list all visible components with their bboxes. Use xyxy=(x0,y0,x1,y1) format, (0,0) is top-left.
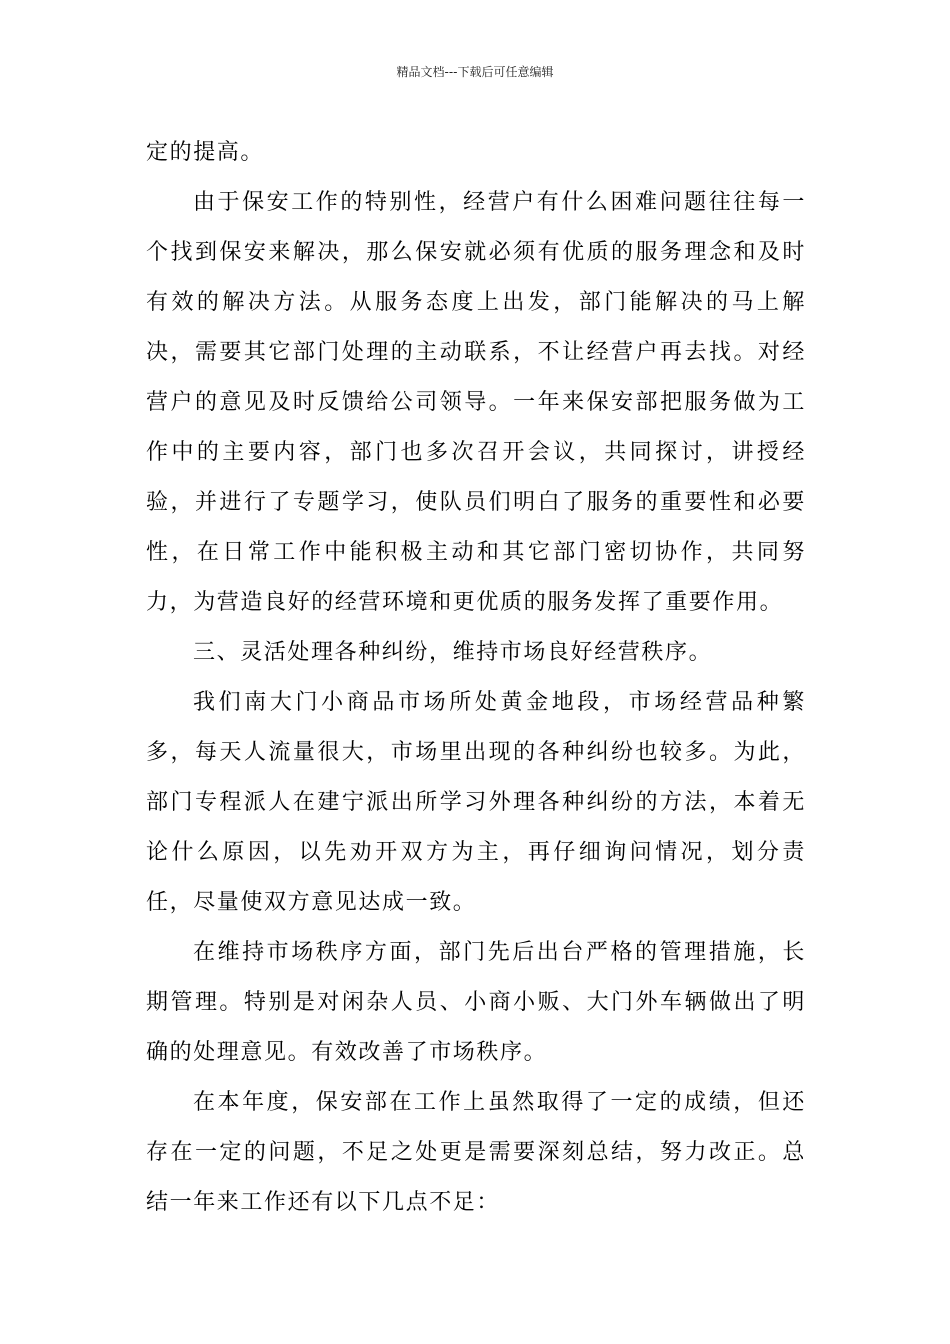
paragraph-service: 由于保安工作的特别性，经营户有什么困难问题往往每一个找到保安来解决，那么保安就必须有优质的服务理念和及时有效的解决方法。从服务态度上出发，部门能解决的马上解决，需要其它部门处理的主动联系，不让经营户再去找。对经营户的意见及时反馈给公司领导。一年来保安部把服务做为工作中的主要内容，部门也多次召开会议，共同探讨，讲授经验，并进行了专题学习，使队员们明白了服务的重要性和必要性，在日常工作中能积极主动和其它部门密切协作，共同努力，为营造良好的经营环境和更优质的服务发挥了重要作用。 xyxy=(146,190,806,615)
paragraph-continuation: 定的提高。 xyxy=(146,140,265,165)
page-header: 精品文档---下载后可任意编辑 xyxy=(396,65,554,79)
paragraph-disputes: 我们南大门小商品市场所处黄金地段，市场经营品种繁多，每天人流量很大，市场里出现的各种纠纷也较多。为此，部门专程派人在建宁派出所学习外理各种纠纷的方法，本着无论什么原因，以先劝开双方为主，再仔细询问情况，划分责任，尽量使双方意见达成一致。 xyxy=(146,690,806,915)
section-heading-disputes: 三、灵活处理各种纠纷，维持市场良好经营秩序。 xyxy=(193,640,713,665)
document-body xyxy=(146,128,806,1228)
paragraph-shortcomings: 在本年度，保安部在工作上虽然取得了一定的成绩，但还存在一定的问题，不足之处更是需要深刻总结，努力改正。总结一年来工作还有以下几点不足： xyxy=(146,1090,806,1215)
paragraph-market-order: 在维持市场秩序方面，部门先后出台严格的管理措施，长期管理。特别是对闲杂人员、小商小贩、大门外车辆做出了明确的处理意见。有效改善了市场秩序。 xyxy=(146,940,806,1065)
